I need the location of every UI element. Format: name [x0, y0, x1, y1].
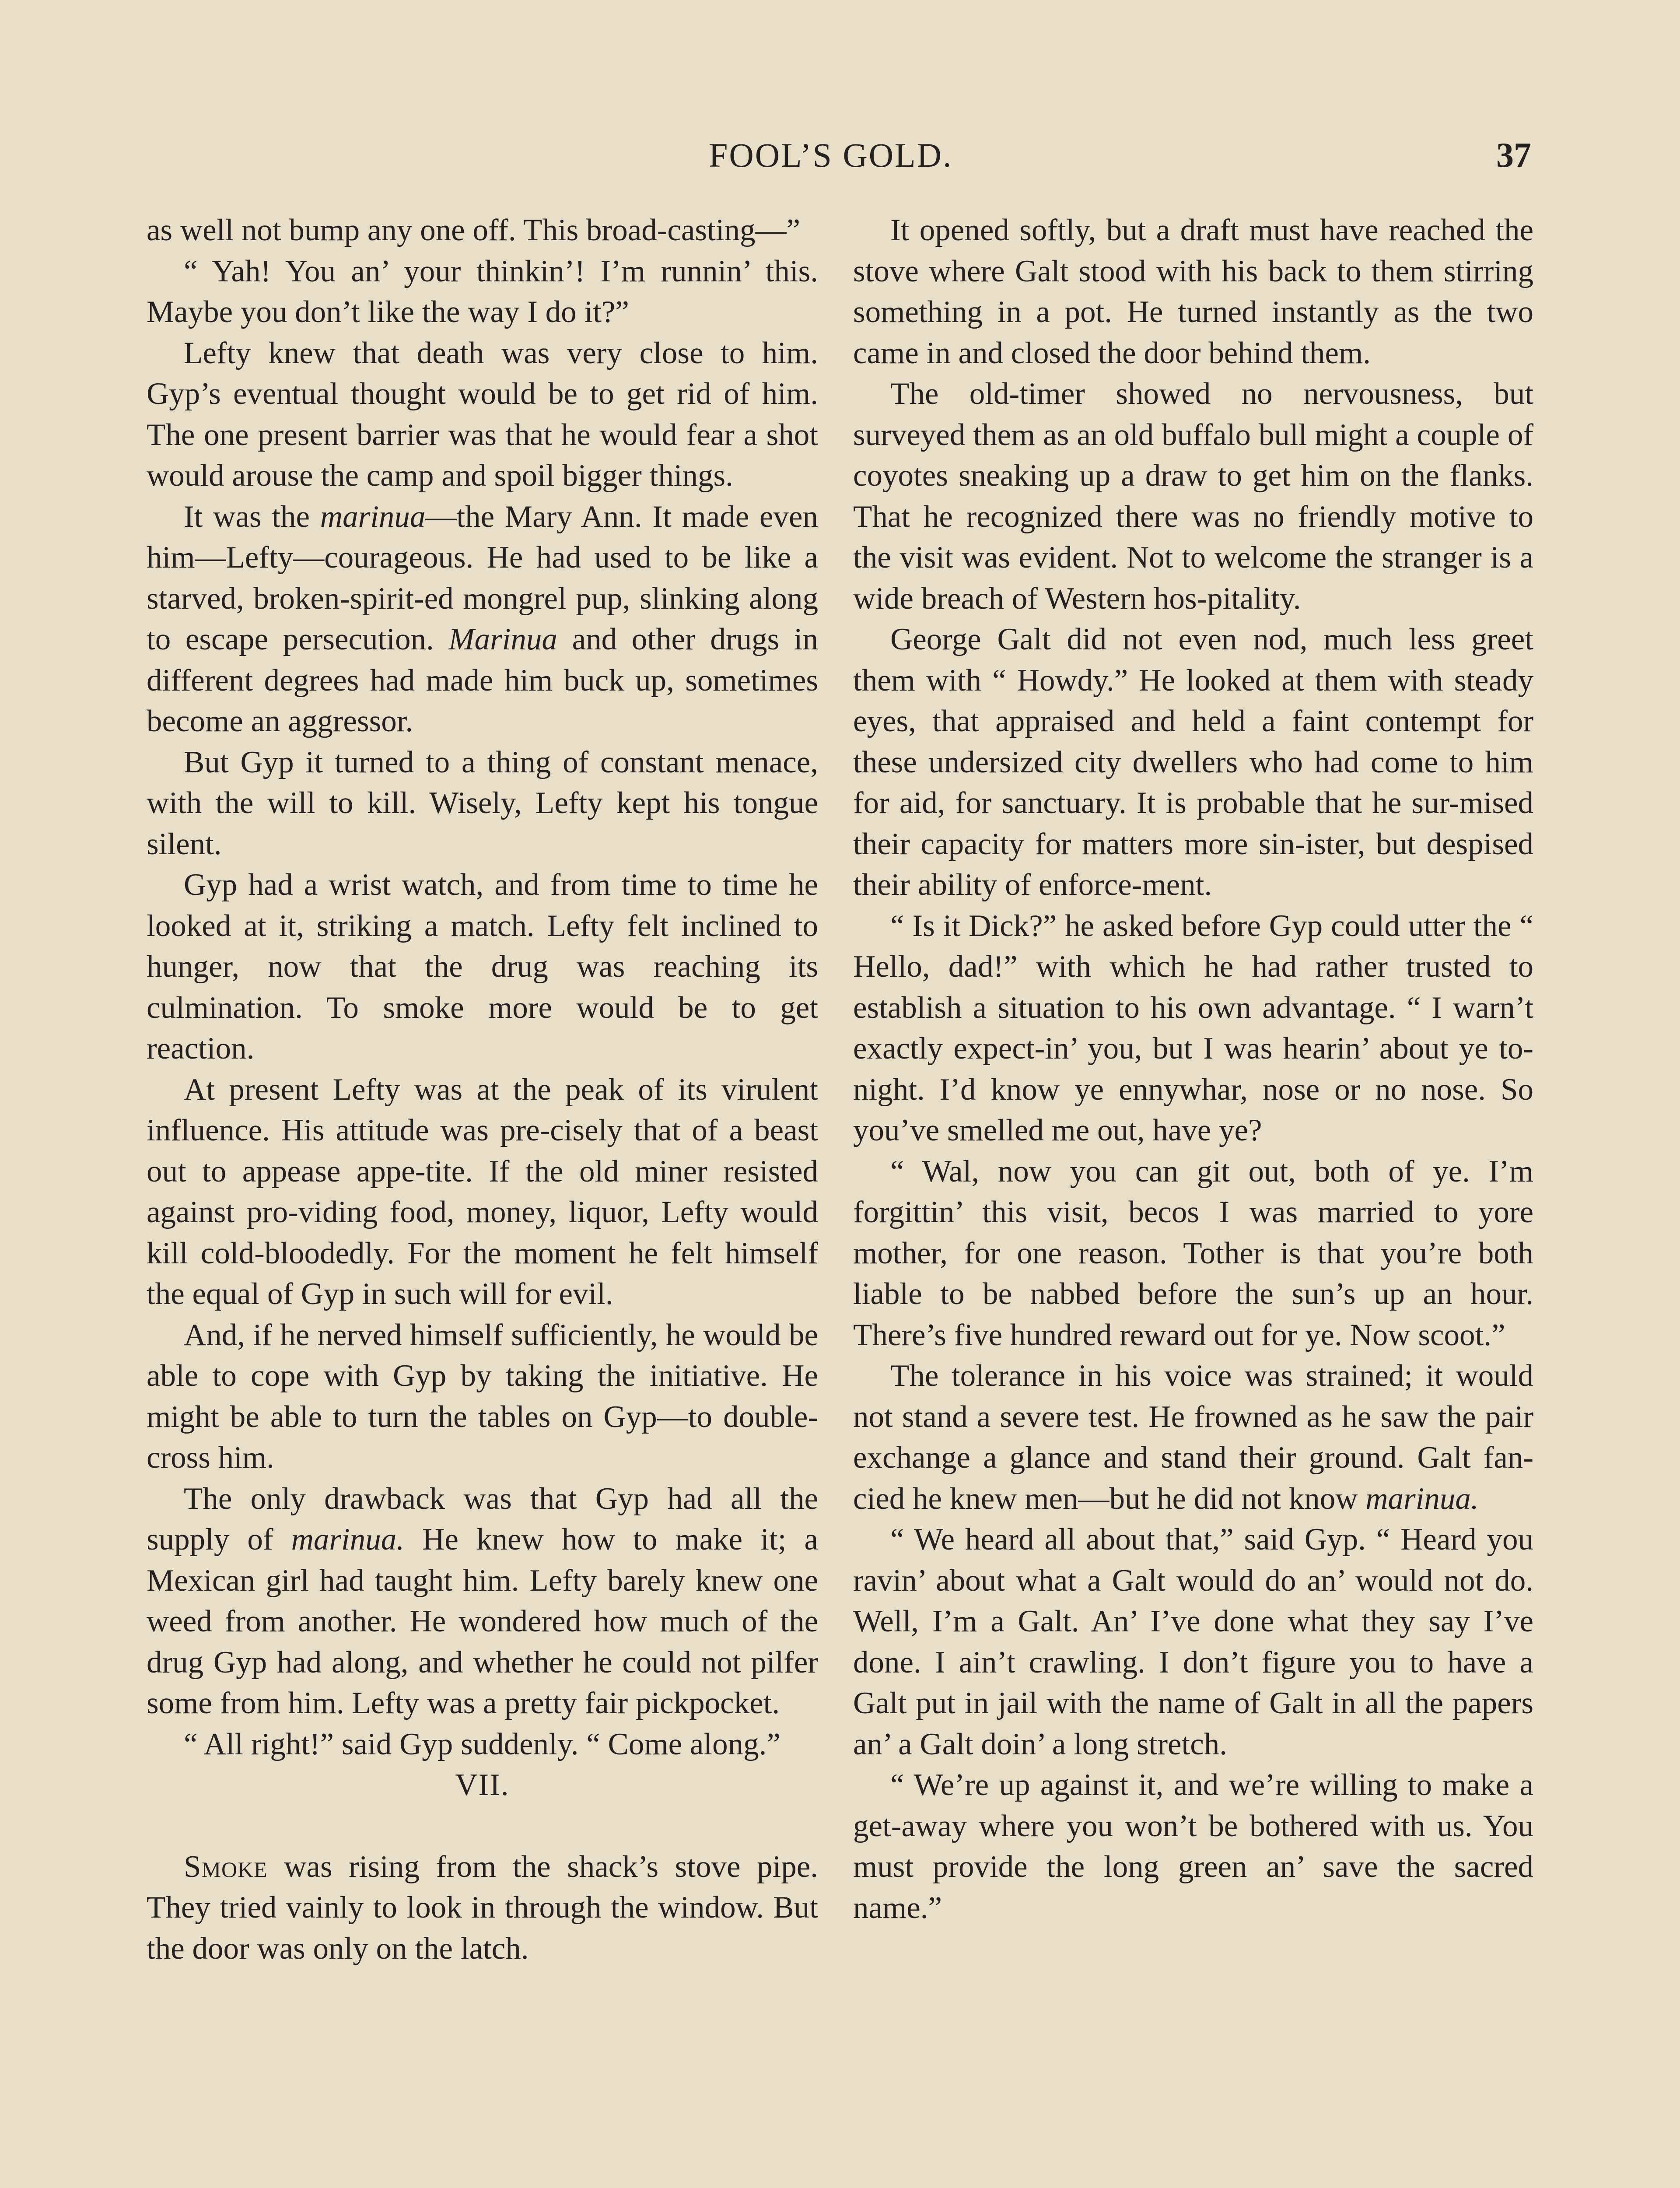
paragraph: “ Wal, now you can git out, both of ye. I’m forgittin’ this visit, becos I was married to yore mother, for one reason. Tother is that you’re both liable to be nabbed before the sun’s up an hour. There’s five hundred reward out for ye. Now scoot.”: [853, 1154, 1533, 1352]
italic-term: marinua.: [291, 1522, 405, 1557]
left-column: [147, 210, 818, 1969]
italic-term: marinua: [320, 499, 426, 534]
paragraph: “ Is it Dick?” he asked before Gyp could utter the “ Hello, dad!” with which he had rather trusted to establish a situation to his own advantage. “ I warn’t exactly expect-in’ you, but I was hearin’ about ye to-night. I’d know ye ennywhar, nose or no nose. So you’ve smelled me out, have ye?: [853, 908, 1533, 1147]
paragraph: But Gyp it turned to a thing of constant menace, with the will to kill. Wisely, Lefty kept his tongue silent.: [147, 745, 818, 861]
paragraph: [147, 497, 818, 742]
paragraph: “ Yah! You an’ your thinkin’! I’m runnin’ this. Maybe you don’t like the way I do it?”: [147, 254, 818, 329]
paragraph: The old-timer showed no nervousness, but surveyed them as an old buffalo bull might a couple of coyotes sneaking up a draw to get him on the flanks. That he recognized there was no friendly motive to the visit was evident. Not to welcome the stranger is a wide breach of Western hos-pitality.: [853, 377, 1533, 616]
paragraph: [853, 1356, 1533, 1519]
paragraph: And, if he nerved himself sufficiently, he would be able to cope with Gyp by taking the initiative. He might be able to turn the tables on Gyp—to double-cross him.: [147, 1318, 818, 1475]
text-run: He knew how to make it; a Mexican girl had taught him. Lefty barely knew one weed from another. He wondered how much of the drug Gyp had along, and whether he could not pilfer some from him. Lefty was a pretty fair pickpocket.: [147, 1522, 818, 1720]
running-title: FOOL’S GOLD.: [709, 136, 953, 174]
small-caps-lead: Smoke: [184, 1849, 268, 1884]
running-head: [0, 131, 1680, 179]
text-run: was rising from the shack’s stove pipe. They tried vainly to look in through the window. But the door was only on the latch.: [147, 1849, 818, 1966]
page-number: 37: [1496, 136, 1531, 175]
paragraph: Gyp had a wrist watch, and from time to time he looked at it, striking a match. Lefty felt inclined to hunger, now that the drug was reaching its culmination. To smoke more would be to get reaction.: [147, 868, 818, 1066]
paragraph: “ We’re up against it, and we’re willing to make a get-away where you won’t be bothered with us. You must provide the long green an’ save the sacred name.”: [853, 1768, 1533, 1925]
paragraph: George Galt did not even nod, much less greet them with “ Howdy.” He looked at them with steady eyes, that appraised and held a faint contempt for these undersized city dwellers who had come to him for aid, for sanctuary. It is probable that he sur-mised their capacity for matters more sin-ister, but despised their ability of enforce-ment.: [853, 622, 1533, 902]
right-column: [853, 210, 1533, 1929]
text-run: The only drawback was that Gyp had all the supply of: [147, 1481, 818, 1557]
text-run: It was the: [184, 499, 320, 534]
paragraph: [147, 1479, 818, 1724]
text-run: —the Mary Ann. It made even him—Lefty—courageous. He had used to be like a starved, broken-spirit-ed mongrel pup, slinking along to escape persecution.: [147, 499, 818, 656]
paragraph: [147, 1847, 818, 1970]
paragraph: Lefty knew that death was very close to him. Gyp’s eventual thought would be to get rid of him. The one present barrier was that he would fear a shot would arouse the camp and spoil bigger things.: [147, 336, 818, 493]
paragraph: as well not bump any one off. This broad-casting—”: [147, 213, 800, 247]
paragraph: At present Lefty was at the peak of its virulent influence. His attitude was pre-cisely that of a beast out to appease appe-tite. If the old miner resisted against pro-viding food, money, liquor, Lefty would kill cold-bloodedly. For the moment he felt himself the equal of Gyp in such will for evil.: [147, 1072, 818, 1311]
italic-term: Marinua: [448, 622, 557, 656]
italic-term: marinua.: [1365, 1481, 1479, 1516]
chapter-heading: VII.: [455, 1768, 510, 1802]
paragraph: It opened softly, but a draft must have reached the stove where Galt stood with his back to them stirring something in a pot. He turned instantly as the two came in and closed the door behind them.: [853, 213, 1533, 370]
text-run: and other drugs in different degrees had made him buck up, sometimes become an aggressor.: [147, 622, 818, 738]
paragraph: “ All right!” said Gyp suddenly. “ Come along.”: [184, 1727, 780, 1761]
paragraph: “ We heard all about that,” said Gyp. “ Heard you ravin’ about what a Galt would do an’ would not do. Well, I’m a Galt. An’ I’ve done what they say I’ve done. I ain’t crawling. I don’t figure you to have a Galt put in jail with the name of Galt in all the papers an’ a Galt doin’ a long stretch.: [853, 1522, 1533, 1761]
text-run: The tolerance in his voice was strained; it would not stand a severe test. He frowned as he saw the pair exchange a glance and stand their ground. Galt fan-cied he knew men—but he did not know: [853, 1359, 1533, 1516]
